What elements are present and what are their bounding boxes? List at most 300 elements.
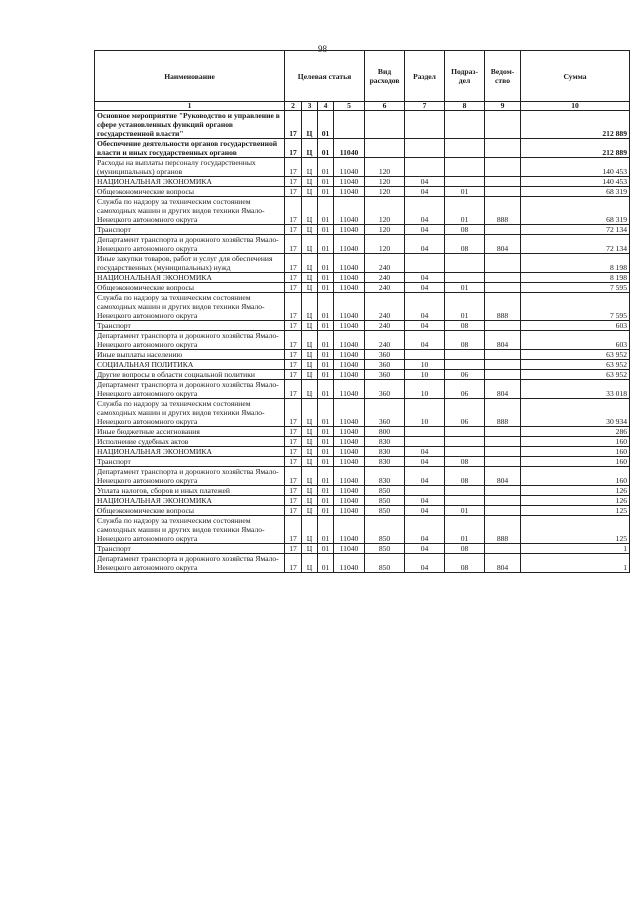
target-article-program: 17 — [285, 331, 302, 350]
department-cell — [485, 283, 521, 293]
section-cell: 04 — [405, 516, 445, 544]
budget-table — [94, 50, 630, 573]
section-cell: 04 — [405, 457, 445, 467]
row-name: Уплата налогов, сборов и иных платежей — [95, 486, 285, 496]
department-cell: 804 — [485, 554, 521, 573]
row-name: Транспорт — [95, 457, 285, 467]
column-number: 5 — [334, 102, 365, 111]
header-subsection: Подраз-дел — [445, 51, 485, 102]
amount-cell: 7 595 — [521, 283, 630, 293]
target-article-program: 17 — [285, 321, 302, 331]
department-cell — [485, 447, 521, 457]
amount-cell: 1 — [521, 544, 630, 554]
subsection-cell — [445, 177, 485, 187]
column-number-row — [95, 102, 630, 111]
table-row — [95, 350, 630, 360]
target-article-subprogram: Ц — [302, 321, 318, 331]
target-article-direction: 11040 — [334, 331, 365, 350]
department-cell — [485, 457, 521, 467]
target-article-direction: 11040 — [334, 158, 365, 177]
target-article-subprogram: Ц — [302, 554, 318, 573]
section-cell: 04 — [405, 506, 445, 516]
department-cell — [485, 427, 521, 437]
column-number: 9 — [485, 102, 521, 111]
target-article-subprogram: Ц — [302, 235, 318, 254]
target-article-subprogram: Ц — [302, 399, 318, 427]
header-name: Наименование — [95, 51, 285, 102]
amount-cell: 72 134 — [521, 235, 630, 254]
section-cell: 04 — [405, 177, 445, 187]
target-article-program: 17 — [285, 283, 302, 293]
target-article-direction: 11040 — [334, 225, 365, 235]
expense-type-cell: 850 — [365, 496, 405, 506]
expense-type-cell: 360 — [365, 380, 405, 399]
amount-cell: 1 — [521, 554, 630, 573]
expense-type-cell: 800 — [365, 427, 405, 437]
target-article-event: 01 — [318, 496, 334, 506]
subsection-cell: 08 — [445, 457, 485, 467]
table-row — [95, 467, 630, 486]
row-name: Служба по надзору за техническим состоянием самоходных машин и других видов техники Ямало-Ненецкого автономного округа — [95, 293, 285, 321]
table-row — [95, 139, 630, 158]
department-cell: 888 — [485, 197, 521, 225]
table-row — [95, 283, 630, 293]
target-article-subprogram: Ц — [302, 111, 318, 139]
section-cell: 04 — [405, 187, 445, 197]
section-cell: 04 — [405, 496, 445, 506]
target-article-direction: 11040 — [334, 380, 365, 399]
subsection-cell: 08 — [445, 331, 485, 350]
target-article-subprogram: Ц — [302, 437, 318, 447]
department-cell: 804 — [485, 331, 521, 350]
header-amount: Сумма — [521, 51, 630, 102]
amount-cell: 68 319 — [521, 197, 630, 225]
target-article-program: 17 — [285, 360, 302, 370]
target-article-event: 01 — [318, 139, 334, 158]
department-cell — [485, 158, 521, 177]
subsection-cell: 01 — [445, 293, 485, 321]
table-row — [95, 486, 630, 496]
target-article-direction: 11040 — [334, 544, 365, 554]
table-row — [95, 380, 630, 399]
subsection-cell — [445, 360, 485, 370]
section-cell: 10 — [405, 360, 445, 370]
expense-type-cell: 850 — [365, 544, 405, 554]
table-row — [95, 496, 630, 506]
table-row — [95, 197, 630, 225]
expense-type-cell: 240 — [365, 254, 405, 273]
target-article-direction: 11040 — [334, 293, 365, 321]
target-article-subprogram: Ц — [302, 427, 318, 437]
table-body — [95, 111, 630, 573]
amount-cell: 8 198 — [521, 254, 630, 273]
expense-type-cell: 830 — [365, 437, 405, 447]
target-article-program: 17 — [285, 544, 302, 554]
department-cell — [485, 187, 521, 197]
amount-cell: 160 — [521, 447, 630, 457]
row-name: Транспорт — [95, 225, 285, 235]
target-article-direction: 11040 — [334, 360, 365, 370]
target-article-event: 01 — [318, 197, 334, 225]
department-cell — [485, 486, 521, 496]
target-article-event: 01 — [318, 370, 334, 380]
amount-cell: 140 453 — [521, 177, 630, 187]
table-row — [95, 158, 630, 177]
page-number: 98 — [318, 44, 327, 54]
target-article-program: 17 — [285, 447, 302, 457]
department-cell — [485, 506, 521, 516]
row-name: Департамент транспорта и дорожного хозяйства Ямало-Ненецкого автономного округа — [95, 467, 285, 486]
expense-type-cell: 240 — [365, 321, 405, 331]
department-cell — [485, 437, 521, 447]
subsection-cell: 08 — [445, 544, 485, 554]
row-name: НАЦИОНАЛЬНАЯ ЭКОНОМИКА — [95, 273, 285, 283]
amount-cell: 603 — [521, 331, 630, 350]
table-row — [95, 293, 630, 321]
row-name: Другие вопросы в области социальной политики — [95, 370, 285, 380]
target-article-direction: 11040 — [334, 273, 365, 283]
target-article-program: 17 — [285, 254, 302, 273]
department-cell — [485, 370, 521, 380]
target-article-program: 17 — [285, 457, 302, 467]
table-row — [95, 254, 630, 273]
row-name: Транспорт — [95, 321, 285, 331]
amount-cell: 63 952 — [521, 370, 630, 380]
table-row — [95, 399, 630, 427]
row-name: Служба по надзору за техническим состоянием самоходных машин и других видов техники Ямало-Ненецкого автономного округа — [95, 197, 285, 225]
target-article-direction: 11040 — [334, 486, 365, 496]
expense-type-cell: 360 — [365, 399, 405, 427]
target-article-program: 17 — [285, 506, 302, 516]
target-article-subprogram: Ц — [302, 273, 318, 283]
section-cell — [405, 158, 445, 177]
expense-type-cell: 240 — [365, 331, 405, 350]
subsection-cell — [445, 447, 485, 457]
target-article-program: 17 — [285, 158, 302, 177]
expense-type-cell: 360 — [365, 370, 405, 380]
target-article-direction: 11040 — [334, 370, 365, 380]
table-row — [95, 370, 630, 380]
subsection-cell: 06 — [445, 370, 485, 380]
target-article-direction: 11040 — [334, 235, 365, 254]
target-article-subprogram: Ц — [302, 158, 318, 177]
target-article-event: 01 — [318, 111, 334, 139]
target-article-program: 17 — [285, 139, 302, 158]
target-article-subprogram: Ц — [302, 486, 318, 496]
target-article-event: 01 — [318, 554, 334, 573]
target-article-program: 17 — [285, 380, 302, 399]
section-cell: 10 — [405, 399, 445, 427]
expense-type-cell: 360 — [365, 360, 405, 370]
table-row — [95, 225, 630, 235]
subsection-cell — [445, 496, 485, 506]
target-article-subprogram: Ц — [302, 506, 318, 516]
target-article-program: 17 — [285, 370, 302, 380]
subsection-cell: 06 — [445, 399, 485, 427]
amount-cell: 212 889 — [521, 139, 630, 158]
section-cell: 04 — [405, 544, 445, 554]
row-name: Общеэкономические вопросы — [95, 506, 285, 516]
section-cell: 04 — [405, 235, 445, 254]
department-cell — [485, 273, 521, 283]
target-article-event: 01 — [318, 360, 334, 370]
amount-cell: 160 — [521, 467, 630, 486]
amount-cell: 212 889 — [521, 111, 630, 139]
subsection-cell: 08 — [445, 235, 485, 254]
row-name: НАЦИОНАЛЬНАЯ ЭКОНОМИКА — [95, 447, 285, 457]
section-cell: 04 — [405, 283, 445, 293]
target-article-event: 01 — [318, 467, 334, 486]
column-number: 10 — [521, 102, 630, 111]
expense-type-cell: 830 — [365, 447, 405, 457]
subsection-cell: 01 — [445, 516, 485, 544]
expense-type-cell: 120 — [365, 235, 405, 254]
expense-type-cell: 850 — [365, 506, 405, 516]
target-article-event: 01 — [318, 177, 334, 187]
expense-type-cell: 240 — [365, 283, 405, 293]
column-number: 7 — [405, 102, 445, 111]
amount-cell: 7 595 — [521, 293, 630, 321]
table-row — [95, 321, 630, 331]
section-cell: 04 — [405, 293, 445, 321]
subsection-cell: 08 — [445, 554, 485, 573]
target-article-program: 17 — [285, 467, 302, 486]
target-article-program: 17 — [285, 437, 302, 447]
subsection-cell — [445, 158, 485, 177]
target-article-program: 17 — [285, 399, 302, 427]
amount-cell: 126 — [521, 486, 630, 496]
target-article-event: 01 — [318, 447, 334, 457]
target-article-subprogram: Ц — [302, 225, 318, 235]
table-row — [95, 235, 630, 254]
row-name: Служба по надзору за техническим состоянием самоходных машин и других видов техники Ямало-Ненецкого автономного округа — [95, 399, 285, 427]
amount-cell: 63 952 — [521, 360, 630, 370]
target-article-direction: 11040 — [334, 506, 365, 516]
section-cell: 10 — [405, 370, 445, 380]
department-cell — [485, 360, 521, 370]
expense-type-cell: 830 — [365, 457, 405, 467]
expense-type-cell: 120 — [365, 177, 405, 187]
target-article-event: 01 — [318, 321, 334, 331]
target-article-direction: 11040 — [334, 283, 365, 293]
target-article-subprogram: Ц — [302, 283, 318, 293]
target-article-subprogram: Ц — [302, 447, 318, 457]
target-article-direction: 11040 — [334, 447, 365, 457]
target-article-event: 01 — [318, 350, 334, 360]
department-cell: 888 — [485, 293, 521, 321]
subsection-cell: 08 — [445, 321, 485, 331]
target-article-event: 01 — [318, 158, 334, 177]
target-article-direction: 11040 — [334, 437, 365, 447]
department-cell: 804 — [485, 467, 521, 486]
row-name: Обеспечение деятельности органов государственной власти и иных государственных органов — [95, 139, 285, 158]
row-name: НАЦИОНАЛЬНАЯ ЭКОНОМИКА — [95, 177, 285, 187]
department-cell — [485, 254, 521, 273]
table-row — [95, 427, 630, 437]
target-article-direction: 11040 — [334, 516, 365, 544]
amount-cell: 125 — [521, 506, 630, 516]
target-article-program: 17 — [285, 427, 302, 437]
target-article-subprogram: Ц — [302, 457, 318, 467]
row-name: Департамент транспорта и дорожного хозяйства Ямало-Ненецкого автономного округа — [95, 331, 285, 350]
target-article-subprogram: Ц — [302, 177, 318, 187]
row-name: Департамент транспорта и дорожного хозяйства Ямало-Ненецкого автономного округа — [95, 380, 285, 399]
target-article-direction: 11040 — [334, 457, 365, 467]
target-article-event: 01 — [318, 331, 334, 350]
table-row — [95, 177, 630, 187]
target-article-subprogram: Ц — [302, 516, 318, 544]
department-cell — [485, 321, 521, 331]
target-article-subprogram: Ц — [302, 380, 318, 399]
target-article-direction: 11040 — [334, 467, 365, 486]
section-cell: 04 — [405, 321, 445, 331]
department-cell: 804 — [485, 380, 521, 399]
target-article-subprogram: Ц — [302, 370, 318, 380]
target-article-direction: 11040 — [334, 254, 365, 273]
department-cell: 804 — [485, 235, 521, 254]
subsection-cell — [445, 254, 485, 273]
expense-type-cell: 120 — [365, 197, 405, 225]
expense-type-cell: 830 — [365, 467, 405, 486]
section-cell — [405, 139, 445, 158]
target-article-program: 17 — [285, 293, 302, 321]
department-cell — [485, 139, 521, 158]
section-cell: 04 — [405, 225, 445, 235]
subsection-cell — [445, 273, 485, 283]
target-article-subprogram: Ц — [302, 197, 318, 225]
row-name: Общеэкономические вопросы — [95, 283, 285, 293]
target-article-event: 01 — [318, 437, 334, 447]
table-row — [95, 544, 630, 554]
amount-cell: 603 — [521, 321, 630, 331]
target-article-event: 01 — [318, 225, 334, 235]
header-expense-type: Вид расходов — [365, 51, 405, 102]
amount-cell: 72 134 — [521, 225, 630, 235]
subsection-cell: 08 — [445, 225, 485, 235]
target-article-direction: 11040 — [334, 187, 365, 197]
column-number: 6 — [365, 102, 405, 111]
target-article-direction: 11040 — [334, 177, 365, 187]
target-article-program: 17 — [285, 516, 302, 544]
target-article-subprogram: Ц — [302, 544, 318, 554]
target-article-event: 01 — [318, 506, 334, 516]
target-article-program: 17 — [285, 486, 302, 496]
subsection-cell — [445, 427, 485, 437]
row-name: Исполнение судебных актов — [95, 437, 285, 447]
amount-cell: 126 — [521, 496, 630, 506]
target-article-event: 01 — [318, 273, 334, 283]
target-article-subprogram: Ц — [302, 331, 318, 350]
column-number: 2 — [285, 102, 302, 111]
expense-type-cell: 360 — [365, 350, 405, 360]
section-cell: 04 — [405, 467, 445, 486]
section-cell — [405, 111, 445, 139]
target-article-subprogram: Ц — [302, 254, 318, 273]
subsection-cell — [445, 111, 485, 139]
section-cell — [405, 486, 445, 496]
target-article-event: 01 — [318, 399, 334, 427]
table-row — [95, 360, 630, 370]
target-article-subprogram: Ц — [302, 187, 318, 197]
expense-type-cell: 850 — [365, 486, 405, 496]
amount-cell: 160 — [521, 437, 630, 447]
amount-cell: 68 319 — [521, 187, 630, 197]
section-cell — [405, 427, 445, 437]
table-row — [95, 187, 630, 197]
row-name: Основное мероприятие "Руководство и управление в сфере установленных функций органов государственной власти" — [95, 111, 285, 139]
row-name: НАЦИОНАЛЬНАЯ ЭКОНОМИКА — [95, 496, 285, 506]
target-article-event: 01 — [318, 457, 334, 467]
subsection-cell: 01 — [445, 283, 485, 293]
target-article-subprogram: Ц — [302, 293, 318, 321]
section-cell: 04 — [405, 331, 445, 350]
row-name: Департамент транспорта и дорожного хозяйства Ямало-Ненецкого автономного округа — [95, 235, 285, 254]
header-department: Ведом-ство — [485, 51, 521, 102]
table-row — [95, 506, 630, 516]
target-article-event: 01 — [318, 283, 334, 293]
amount-cell: 125 — [521, 516, 630, 544]
subsection-cell: 01 — [445, 187, 485, 197]
amount-cell: 286 — [521, 427, 630, 437]
target-article-direction — [334, 111, 365, 139]
target-article-subprogram: Ц — [302, 139, 318, 158]
amount-cell: 63 952 — [521, 350, 630, 360]
table-row — [95, 447, 630, 457]
amount-cell: 30 934 — [521, 399, 630, 427]
target-article-event: 01 — [318, 254, 334, 273]
target-article-subprogram: Ц — [302, 350, 318, 360]
subsection-cell — [445, 437, 485, 447]
section-cell: 04 — [405, 554, 445, 573]
table-row — [95, 273, 630, 283]
amount-cell: 160 — [521, 457, 630, 467]
target-article-program: 17 — [285, 554, 302, 573]
target-article-program: 17 — [285, 350, 302, 360]
target-article-program: 17 — [285, 111, 302, 139]
target-article-direction: 11040 — [334, 197, 365, 225]
target-article-event: 01 — [318, 544, 334, 554]
subsection-cell — [445, 139, 485, 158]
target-article-event: 01 — [318, 380, 334, 399]
row-name: Расходы на выплаты персоналу государственных (муниципальных) органов — [95, 158, 285, 177]
expense-type-cell: 240 — [365, 273, 405, 283]
section-cell — [405, 254, 445, 273]
subsection-cell — [445, 486, 485, 496]
table-row — [95, 331, 630, 350]
table-row — [95, 437, 630, 447]
table-row — [95, 554, 630, 573]
section-cell: 10 — [405, 380, 445, 399]
column-number: 3 — [302, 102, 318, 111]
department-cell — [485, 177, 521, 187]
target-article-direction: 11040 — [334, 496, 365, 506]
department-cell — [485, 350, 521, 360]
target-article-program: 17 — [285, 187, 302, 197]
target-article-direction: 11040 — [334, 554, 365, 573]
column-number: 4 — [318, 102, 334, 111]
expense-type-cell: 240 — [365, 293, 405, 321]
row-name: СОЦИАЛЬНАЯ ПОЛИТИКА — [95, 360, 285, 370]
table-row — [95, 457, 630, 467]
amount-cell: 140 453 — [521, 158, 630, 177]
subsection-cell: 01 — [445, 506, 485, 516]
target-article-direction: 11040 — [334, 350, 365, 360]
subsection-cell — [445, 350, 485, 360]
column-number: 8 — [445, 102, 485, 111]
target-article-event: 01 — [318, 187, 334, 197]
target-article-event: 01 — [318, 516, 334, 544]
section-cell: 04 — [405, 273, 445, 283]
